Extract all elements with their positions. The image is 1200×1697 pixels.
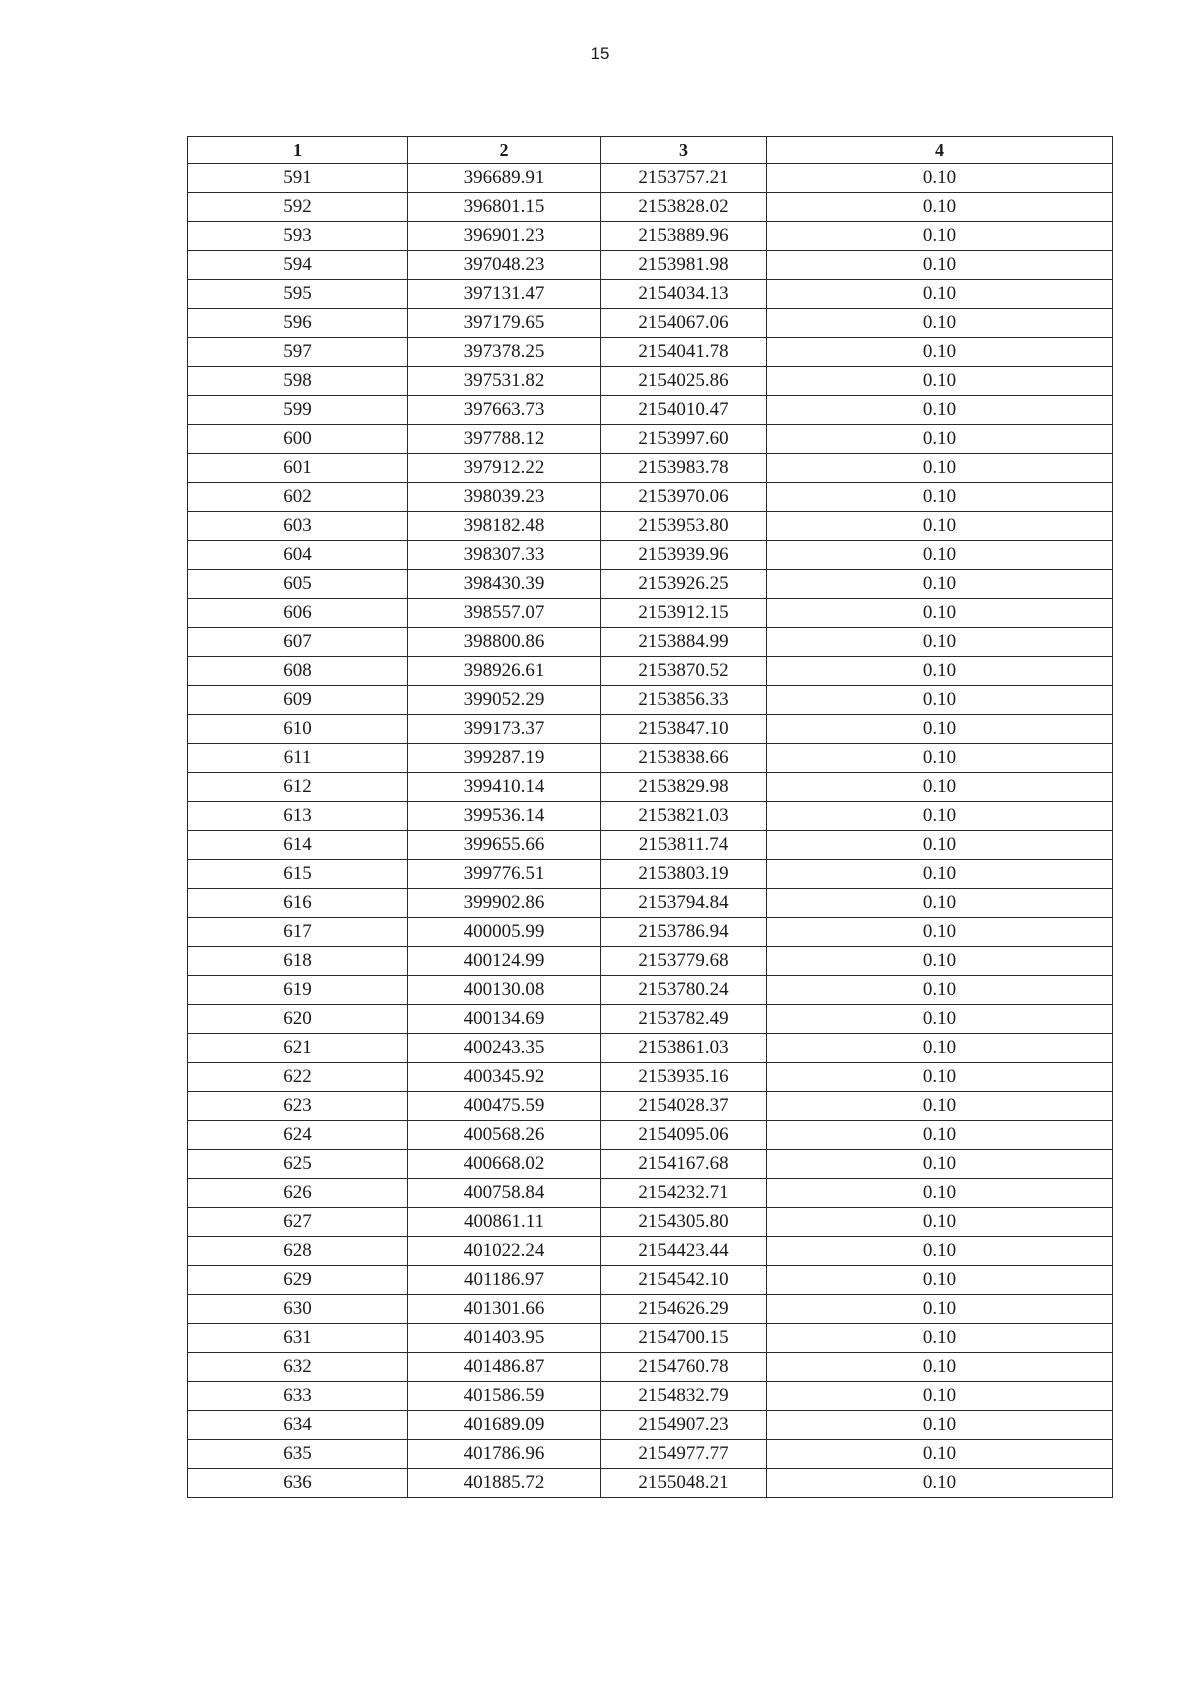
accuracy-cell: 0.10: [767, 483, 1113, 512]
accuracy-cell: 0.10: [767, 1353, 1113, 1382]
x-coordinate-cell: 400568.26: [408, 1121, 601, 1150]
accuracy-cell: 0.10: [767, 831, 1113, 860]
y-coordinate-cell: 2154305.80: [601, 1208, 767, 1237]
y-coordinate-cell: 2153935.16: [601, 1063, 767, 1092]
point-number-cell: 596: [188, 309, 408, 338]
table-row: [188, 454, 1113, 483]
y-coordinate-cell: 2153786.94: [601, 918, 767, 947]
table-row: [188, 1266, 1113, 1295]
table-row: [188, 802, 1113, 831]
accuracy-cell: 0.10: [767, 599, 1113, 628]
y-coordinate-cell: 2153970.06: [601, 483, 767, 512]
x-coordinate-cell: 400475.59: [408, 1092, 601, 1121]
y-coordinate-cell: 2153794.84: [601, 889, 767, 918]
accuracy-cell: 0.10: [767, 686, 1113, 715]
x-coordinate-cell: 399655.66: [408, 831, 601, 860]
accuracy-cell: 0.10: [767, 1469, 1113, 1498]
table-row: [188, 483, 1113, 512]
table-row: [188, 1411, 1113, 1440]
y-coordinate-cell: 2154542.10: [601, 1266, 767, 1295]
accuracy-cell: 0.10: [767, 222, 1113, 251]
point-number-cell: 601: [188, 454, 408, 483]
x-coordinate-cell: 399287.19: [408, 744, 601, 773]
y-coordinate-cell: 2153803.19: [601, 860, 767, 889]
column-header-2: 2: [408, 137, 601, 164]
accuracy-cell: 0.10: [767, 425, 1113, 454]
coordinates-table: [187, 136, 1113, 1498]
point-number-cell: 634: [188, 1411, 408, 1440]
table-row: [188, 367, 1113, 396]
y-coordinate-cell: 2153981.98: [601, 251, 767, 280]
x-coordinate-cell: 398182.48: [408, 512, 601, 541]
y-coordinate-cell: 2154626.29: [601, 1295, 767, 1324]
x-coordinate-cell: 401301.66: [408, 1295, 601, 1324]
table-row: [188, 1092, 1113, 1121]
point-number-cell: 605: [188, 570, 408, 599]
header-row: [188, 137, 1113, 164]
point-number-cell: 619: [188, 976, 408, 1005]
accuracy-cell: 0.10: [767, 947, 1113, 976]
x-coordinate-cell: 397048.23: [408, 251, 601, 280]
y-coordinate-cell: 2154067.06: [601, 309, 767, 338]
x-coordinate-cell: 399173.37: [408, 715, 601, 744]
accuracy-cell: 0.10: [767, 512, 1113, 541]
point-number-cell: 600: [188, 425, 408, 454]
accuracy-cell: 0.10: [767, 976, 1113, 1005]
y-coordinate-cell: 2153939.96: [601, 541, 767, 570]
x-coordinate-cell: 400758.84: [408, 1179, 601, 1208]
x-coordinate-cell: 400243.35: [408, 1034, 601, 1063]
point-number-cell: 593: [188, 222, 408, 251]
x-coordinate-cell: 401486.87: [408, 1353, 601, 1382]
accuracy-cell: 0.10: [767, 280, 1113, 309]
table-row: [188, 1034, 1113, 1063]
x-coordinate-cell: 398430.39: [408, 570, 601, 599]
point-number-cell: 615: [188, 860, 408, 889]
point-number-cell: 606: [188, 599, 408, 628]
accuracy-cell: 0.10: [767, 338, 1113, 367]
table-header: [188, 137, 1113, 164]
point-number-cell: 611: [188, 744, 408, 773]
accuracy-cell: 0.10: [767, 657, 1113, 686]
point-number-cell: 617: [188, 918, 408, 947]
table-row: [188, 976, 1113, 1005]
x-coordinate-cell: 400134.69: [408, 1005, 601, 1034]
x-coordinate-cell: 396801.15: [408, 193, 601, 222]
table-row: [188, 657, 1113, 686]
x-coordinate-cell: 399536.14: [408, 802, 601, 831]
point-number-cell: 599: [188, 396, 408, 425]
y-coordinate-cell: 2153856.33: [601, 686, 767, 715]
table-row: [188, 1121, 1113, 1150]
x-coordinate-cell: 400668.02: [408, 1150, 601, 1179]
y-coordinate-cell: 2153828.02: [601, 193, 767, 222]
point-number-cell: 636: [188, 1469, 408, 1498]
x-coordinate-cell: 400130.08: [408, 976, 601, 1005]
point-number-cell: 622: [188, 1063, 408, 1092]
x-coordinate-cell: 397131.47: [408, 280, 601, 309]
table-row: [188, 715, 1113, 744]
table-row: [188, 947, 1113, 976]
accuracy-cell: 0.10: [767, 570, 1113, 599]
accuracy-cell: 0.10: [767, 1324, 1113, 1353]
accuracy-cell: 0.10: [767, 1411, 1113, 1440]
y-coordinate-cell: 2153779.68: [601, 947, 767, 976]
accuracy-cell: 0.10: [767, 1092, 1113, 1121]
table-row: [188, 628, 1113, 657]
y-coordinate-cell: 2154832.79: [601, 1382, 767, 1411]
accuracy-cell: 0.10: [767, 628, 1113, 657]
point-number-cell: 621: [188, 1034, 408, 1063]
point-number-cell: 598: [188, 367, 408, 396]
table-row: [188, 1353, 1113, 1382]
accuracy-cell: 0.10: [767, 1266, 1113, 1295]
point-number-cell: 623: [188, 1092, 408, 1121]
table-body: [188, 164, 1113, 1498]
x-coordinate-cell: 401186.97: [408, 1266, 601, 1295]
y-coordinate-cell: 2153811.74: [601, 831, 767, 860]
y-coordinate-cell: 2154977.77: [601, 1440, 767, 1469]
accuracy-cell: 0.10: [767, 1034, 1113, 1063]
accuracy-cell: 0.10: [767, 367, 1113, 396]
point-number-cell: 614: [188, 831, 408, 860]
accuracy-cell: 0.10: [767, 715, 1113, 744]
point-number-cell: 603: [188, 512, 408, 541]
table-row: [188, 425, 1113, 454]
table-row: [188, 1324, 1113, 1353]
x-coordinate-cell: 401022.24: [408, 1237, 601, 1266]
x-coordinate-cell: 400345.92: [408, 1063, 601, 1092]
table-row: [188, 773, 1113, 802]
accuracy-cell: 0.10: [767, 773, 1113, 802]
x-coordinate-cell: 396901.23: [408, 222, 601, 251]
x-coordinate-cell: 401403.95: [408, 1324, 601, 1353]
accuracy-cell: 0.10: [767, 1295, 1113, 1324]
x-coordinate-cell: 398800.86: [408, 628, 601, 657]
table-row: [188, 860, 1113, 889]
y-coordinate-cell: 2153912.15: [601, 599, 767, 628]
point-number-cell: 607: [188, 628, 408, 657]
y-coordinate-cell: 2153838.66: [601, 744, 767, 773]
accuracy-cell: 0.10: [767, 1237, 1113, 1266]
point-number-cell: 628: [188, 1237, 408, 1266]
table-row: [188, 570, 1113, 599]
point-number-cell: 595: [188, 280, 408, 309]
table-row: [188, 1208, 1113, 1237]
y-coordinate-cell: 2153821.03: [601, 802, 767, 831]
table-row: [188, 309, 1113, 338]
y-coordinate-cell: 2153757.21: [601, 164, 767, 193]
column-header-3: 3: [601, 137, 767, 164]
accuracy-cell: 0.10: [767, 1382, 1113, 1411]
table-row: [188, 1382, 1113, 1411]
x-coordinate-cell: 397179.65: [408, 309, 601, 338]
point-number-cell: 602: [188, 483, 408, 512]
y-coordinate-cell: 2153870.52: [601, 657, 767, 686]
table-row: [188, 1469, 1113, 1498]
point-number-cell: 624: [188, 1121, 408, 1150]
accuracy-cell: 0.10: [767, 860, 1113, 889]
point-number-cell: 616: [188, 889, 408, 918]
x-coordinate-cell: 401586.59: [408, 1382, 601, 1411]
point-number-cell: 620: [188, 1005, 408, 1034]
accuracy-cell: 0.10: [767, 1440, 1113, 1469]
accuracy-cell: 0.10: [767, 744, 1113, 773]
x-coordinate-cell: 399410.14: [408, 773, 601, 802]
accuracy-cell: 0.10: [767, 454, 1113, 483]
x-coordinate-cell: 401786.96: [408, 1440, 601, 1469]
y-coordinate-cell: 2153782.49: [601, 1005, 767, 1034]
point-number-cell: 626: [188, 1179, 408, 1208]
x-coordinate-cell: 399902.86: [408, 889, 601, 918]
table-row: [188, 599, 1113, 628]
point-number-cell: 635: [188, 1440, 408, 1469]
y-coordinate-cell: 2153997.60: [601, 425, 767, 454]
accuracy-cell: 0.10: [767, 396, 1113, 425]
point-number-cell: 633: [188, 1382, 408, 1411]
x-coordinate-cell: 396689.91: [408, 164, 601, 193]
x-coordinate-cell: 398039.23: [408, 483, 601, 512]
x-coordinate-cell: 397788.12: [408, 425, 601, 454]
y-coordinate-cell: 2155048.21: [601, 1469, 767, 1498]
x-coordinate-cell: 397663.73: [408, 396, 601, 425]
x-coordinate-cell: 400861.11: [408, 1208, 601, 1237]
y-coordinate-cell: 2154041.78: [601, 338, 767, 367]
point-number-cell: 630: [188, 1295, 408, 1324]
y-coordinate-cell: 2153861.03: [601, 1034, 767, 1063]
table-row: [188, 1063, 1113, 1092]
table-row: [188, 1179, 1113, 1208]
table-row: [188, 918, 1113, 947]
point-number-cell: 609: [188, 686, 408, 715]
table-row: [188, 251, 1113, 280]
accuracy-cell: 0.10: [767, 889, 1113, 918]
y-coordinate-cell: 2153889.96: [601, 222, 767, 251]
table-row: [188, 193, 1113, 222]
table-row: [188, 338, 1113, 367]
y-coordinate-cell: 2154095.06: [601, 1121, 767, 1150]
y-coordinate-cell: 2154167.68: [601, 1150, 767, 1179]
y-coordinate-cell: 2154025.86: [601, 367, 767, 396]
point-number-cell: 627: [188, 1208, 408, 1237]
y-coordinate-cell: 2154760.78: [601, 1353, 767, 1382]
table-row: [188, 512, 1113, 541]
x-coordinate-cell: 399776.51: [408, 860, 601, 889]
table-row: [188, 1237, 1113, 1266]
y-coordinate-cell: 2153829.98: [601, 773, 767, 802]
x-coordinate-cell: 397378.25: [408, 338, 601, 367]
y-coordinate-cell: 2154028.37: [601, 1092, 767, 1121]
table-row: [188, 1440, 1113, 1469]
point-number-cell: 608: [188, 657, 408, 686]
point-number-cell: 594: [188, 251, 408, 280]
x-coordinate-cell: 401885.72: [408, 1469, 601, 1498]
accuracy-cell: 0.10: [767, 1208, 1113, 1237]
table-row: [188, 280, 1113, 309]
page-number: 15: [590, 44, 610, 63]
accuracy-cell: 0.10: [767, 1005, 1113, 1034]
point-number-cell: 592: [188, 193, 408, 222]
y-coordinate-cell: 2154034.13: [601, 280, 767, 309]
table-row: [188, 686, 1113, 715]
y-coordinate-cell: 2154907.23: [601, 1411, 767, 1440]
x-coordinate-cell: 397531.82: [408, 367, 601, 396]
table-row: [188, 889, 1113, 918]
x-coordinate-cell: 400005.99: [408, 918, 601, 947]
accuracy-cell: 0.10: [767, 1150, 1113, 1179]
table-row: [188, 744, 1113, 773]
column-header-4: 4: [767, 137, 1113, 164]
point-number-cell: 613: [188, 802, 408, 831]
column-header-1: 1: [188, 137, 408, 164]
y-coordinate-cell: 2154700.15: [601, 1324, 767, 1353]
accuracy-cell: 0.10: [767, 164, 1113, 193]
y-coordinate-cell: 2153926.25: [601, 570, 767, 599]
x-coordinate-cell: 400124.99: [408, 947, 601, 976]
y-coordinate-cell: 2154010.47: [601, 396, 767, 425]
y-coordinate-cell: 2154423.44: [601, 1237, 767, 1266]
table-row: [188, 396, 1113, 425]
x-coordinate-cell: 398307.33: [408, 541, 601, 570]
y-coordinate-cell: 2153847.10: [601, 715, 767, 744]
accuracy-cell: 0.10: [767, 918, 1113, 947]
table-row: [188, 1295, 1113, 1324]
accuracy-cell: 0.10: [767, 1121, 1113, 1150]
point-number-cell: 597: [188, 338, 408, 367]
point-number-cell: 604: [188, 541, 408, 570]
table-row: [188, 164, 1113, 193]
y-coordinate-cell: 2153953.80: [601, 512, 767, 541]
point-number-cell: 631: [188, 1324, 408, 1353]
accuracy-cell: 0.10: [767, 1063, 1113, 1092]
point-number-cell: 632: [188, 1353, 408, 1382]
accuracy-cell: 0.10: [767, 802, 1113, 831]
point-number-cell: 629: [188, 1266, 408, 1295]
y-coordinate-cell: 2153884.99: [601, 628, 767, 657]
accuracy-cell: 0.10: [767, 251, 1113, 280]
accuracy-cell: 0.10: [767, 541, 1113, 570]
x-coordinate-cell: 399052.29: [408, 686, 601, 715]
table-row: [188, 831, 1113, 860]
accuracy-cell: 0.10: [767, 193, 1113, 222]
table-row: [188, 541, 1113, 570]
y-coordinate-cell: 2154232.71: [601, 1179, 767, 1208]
x-coordinate-cell: 401689.09: [408, 1411, 601, 1440]
x-coordinate-cell: 398926.61: [408, 657, 601, 686]
accuracy-cell: 0.10: [767, 1179, 1113, 1208]
accuracy-cell: 0.10: [767, 309, 1113, 338]
table-row: [188, 1005, 1113, 1034]
point-number-cell: 618: [188, 947, 408, 976]
y-coordinate-cell: 2153780.24: [601, 976, 767, 1005]
y-coordinate-cell: 2153983.78: [601, 454, 767, 483]
point-number-cell: 610: [188, 715, 408, 744]
table-row: [188, 222, 1113, 251]
point-number-cell: 591: [188, 164, 408, 193]
table-row: [188, 1150, 1113, 1179]
x-coordinate-cell: 397912.22: [408, 454, 601, 483]
point-number-cell: 625: [188, 1150, 408, 1179]
point-number-cell: 612: [188, 773, 408, 802]
x-coordinate-cell: 398557.07: [408, 599, 601, 628]
